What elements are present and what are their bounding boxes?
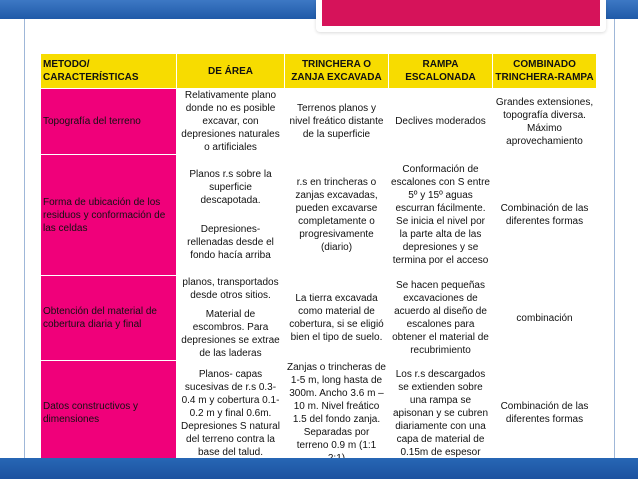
row-label: Datos constructivos y dimensiones [41,361,177,466]
cell-trench: Terrenos planos y nivel freático distante de la superficie [285,89,389,155]
comparison-table [40,53,597,466]
cell-ramp: Declives moderados [389,89,493,155]
cell-ramp: Conformación de escalones con S entre 5º y 15º aguas escurran fácilmente. Se inicia el nivel por la parte alta de las depresiones y se termina por el acceso [389,155,493,276]
header-cell-ramp: RAMPA ESCALONADA [389,54,493,89]
table-header-row [41,54,597,89]
cell-area: Planos- capas sucesivas de r.s 0.3-0.4 m y cobertura 0.1-0.2 m y final 0.6m. Depresiones S natural del terreno contra la base del talud. [177,361,285,466]
row-label: Topografía del terreno [41,89,177,155]
cell-area [177,276,285,361]
header-cell-method: METODO/ CARACTERÍSTICAS [41,54,177,89]
right-frame-line [614,19,615,458]
row-label: Obtención del material de cobertura diaria y final [41,276,177,361]
cell-ramp: Los r.s descargados se extienden sobre una rampa se apisonan y se cubren diariamente con una capa de material de 0.15m de espesor [389,361,493,466]
cell-combined: Grandes extensiones, topografía diversa. Máximo aprovechamiento [493,89,597,155]
cell-combined: combinación [493,276,597,361]
cell-trench: Zanjas o trincheras de 1-5 m, long hasta de 300m. Ancho 3.6 m – 10 m. Nivel freático 1.5 del fondo zanja. Separadas por terreno 0.9 m (1:1 [285,361,389,466]
left-frame-line [24,19,25,458]
cell-ramp: Se hacen pequeñas excavaciones de acuerdo al diseño de escalones para obtener el material de recubrimiento [389,276,493,361]
header-cell-combined: COMBINADO TRINCHERA-RAMPA [493,54,597,89]
header-cell-trench: TRINCHERA O ZANJA EXCAVADA [285,54,389,89]
cell-trench: r.s en trincheras o zanjas excavadas, pueden excavarse completamente o progresivamente (diario) [285,155,389,276]
header-cell-area: DE ÁREA [177,54,285,89]
row-label: Forma de ubicación de los residuos y conformación de las celdas [41,155,177,276]
cell-trench: La tierra excavada como material de cobertura, si se eligió bien el tipo de suelo. [285,276,389,361]
cell-area-part-top: planos, transportados desde otros sitios. [182,277,279,301]
table-row [41,155,597,276]
table-row [41,276,597,361]
bottom-blue-band [0,458,638,479]
title-decoration-box [316,0,606,32]
cell-area [177,155,285,276]
table-row [41,89,597,155]
cell-combined: Combinación de las diferentes formas [493,361,597,466]
cell-area-part-bottom: Material de escombros. Para depresiones se extrae de las laderas [181,309,280,359]
cell-area-part-top: Planos r.s sobre la superficie descapotada. [189,169,272,206]
title-decoration-accent [322,0,600,26]
cell-area: Relativamente plano donde no es posible excavar, con depresiones naturales o artificiales [177,89,285,155]
cell-combined: Combinación de las diferentes formas [493,155,597,276]
cell-area-part-bottom: Depresiones- rellenadas desde el fondo hacía arriba [187,224,274,261]
table-row [41,361,597,466]
